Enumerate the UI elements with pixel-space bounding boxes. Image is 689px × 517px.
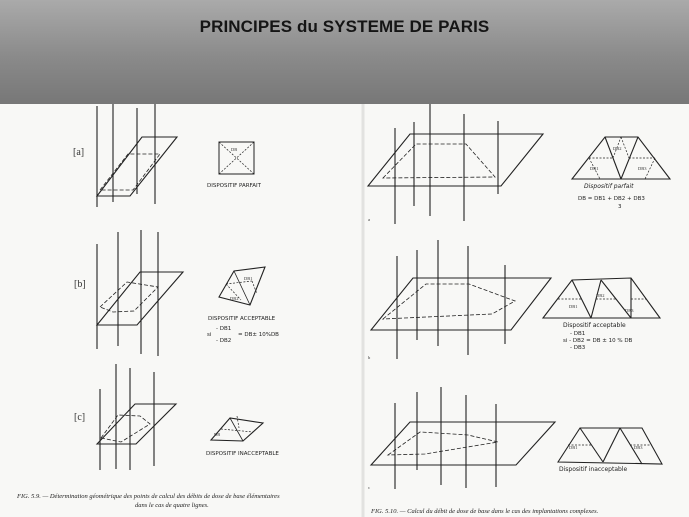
left-figure-caption-1: FIG. 5.9. — Détermination géométrique des points de calcul des débits de dose de base élémentaires: [17, 493, 280, 500]
right-panel-a-diagram: [368, 104, 670, 224]
right-panel-b-db3: DB3: [625, 308, 634, 313]
left-figure-caption-2: dans le cas de quatre lignes.: [135, 502, 209, 509]
right-panel-b-letter: b: [368, 355, 371, 360]
right-panel-b-f3: - DB3: [570, 345, 586, 351]
left-panel-a-diagram: [97, 104, 254, 207]
right-panel-a-letter: a: [368, 217, 370, 222]
left-panel-b-formula-result: = DB± 10%DB: [238, 332, 279, 338]
right-panel-c-letter: c: [368, 485, 370, 490]
left-panel-b-db2: DB2: [230, 296, 239, 301]
left-panel-a-caption: DISPOSITIF PARFAIT: [207, 183, 261, 189]
right-panel-c-db3: DB3: [634, 445, 643, 450]
left-panel-a-label: [a]: [73, 147, 85, 158]
left-panel-b-caption: DISPOSITIF ACCEPTABLE: [208, 316, 276, 322]
left-panel-b-formula-si: si: [207, 332, 212, 338]
right-panel-a-db3: DB3: [638, 166, 647, 171]
slide-title: PRINCIPES du SYSTEME DE PARIS: [199, 17, 490, 36]
right-panel-a-db1: DB1: [590, 166, 599, 171]
diagram-drawing: [0, 104, 689, 517]
left-panel-b-db1: DB1: [244, 276, 253, 281]
right-panel-b-db2: DB2: [596, 293, 605, 298]
left-panel-a-db: DB: [231, 147, 238, 152]
left-panel-b-label: [b]: [74, 279, 86, 290]
right-figure-caption: FIG. 5.10. — Calcul du débit de dose de base dans le cas des implantations complexes.: [371, 508, 599, 515]
left-panel-c-db: DB: [214, 432, 221, 437]
left-panel-b-formula-2: - DB2: [216, 338, 232, 344]
right-panel-c-caption: Dispositif inacceptable: [559, 466, 628, 473]
right-panel-a-caption: Dispositif parfait: [584, 183, 634, 190]
right-panel-c-db1: DB1: [569, 445, 578, 450]
left-panel-c-caption: DISPOSITIF INACCEPTABLE: [206, 451, 279, 457]
scanned-page: [0, 104, 689, 517]
right-panel-b-db1: DB1: [569, 304, 578, 309]
right-panel-a-db2: DB2: [613, 146, 622, 151]
right-panel-a-formula-den: 3: [618, 204, 622, 210]
right-panel-b-f2: si - DB2 = DB ± 10 % DB: [563, 338, 633, 344]
right-panel-c-diagram: [371, 387, 662, 489]
left-panel-b-formula-1: - DB1: [216, 326, 232, 332]
right-panel-a-formula: DB = DB1 + DB2 + DB3: [578, 196, 645, 202]
left-panel-c-label: [c]: [74, 412, 86, 423]
right-panel-b-f1: - DB1: [570, 331, 586, 337]
right-panel-b-caption: Dispositif acceptable: [563, 322, 626, 329]
slide-header: [0, 0, 689, 104]
